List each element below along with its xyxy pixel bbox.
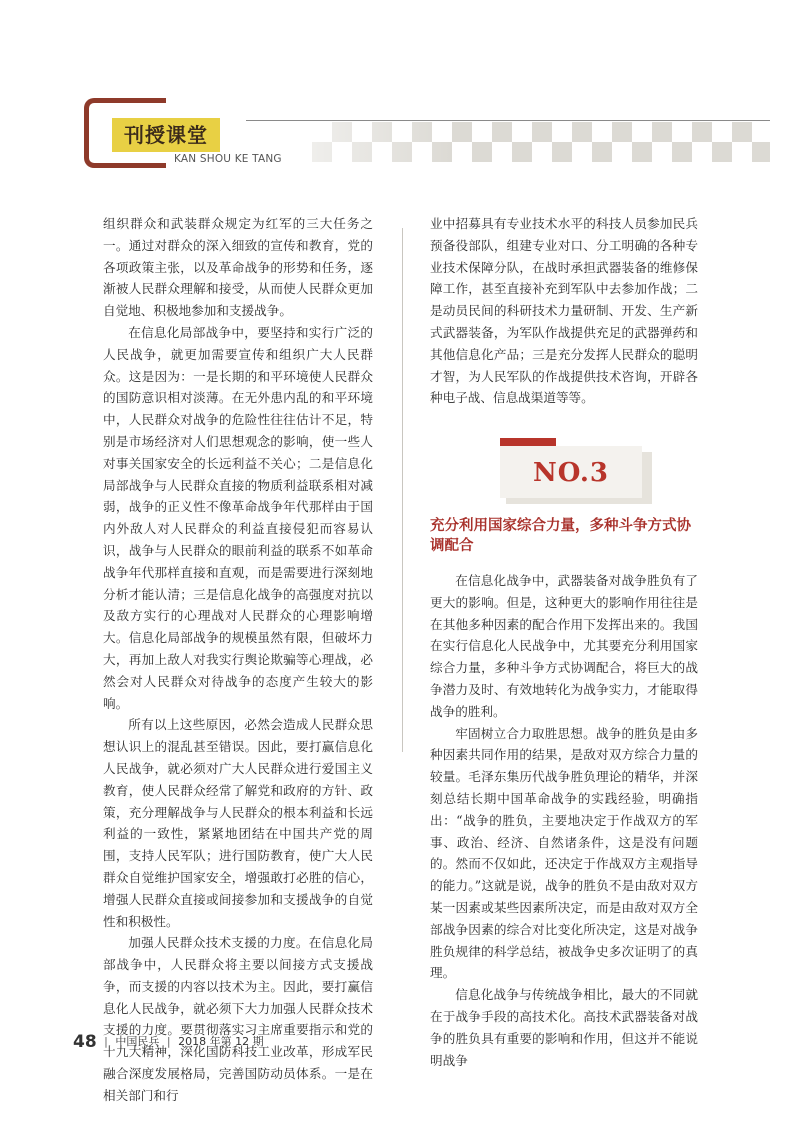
header-rule	[246, 120, 770, 121]
paragraph: 加强人民群众技术支援的力度。在信息化局部战争中，人民群众将主要以间接方式支援战争，而支援的内容以技术为主。因此，要打赢信息化人民战争，就必须下大力加强人民群众技术支援的力度。要贯彻落实习主席重要指示和党的十九大精神，深化国防科技工业改革，形成军民融合深度发展格局，完善国防动员体系。一是在相关部门和行	[103, 935, 373, 1103]
section-title: 充分利用国家综合力量，多种斗争方式协调配合	[430, 518, 691, 554]
column-subtitle: KAN SHOU KE TANG	[174, 153, 282, 165]
issue-label: 2018 年第 12 期	[178, 1035, 264, 1048]
paragraph: 在信息化战争中，武器装备对战争胜负有了更大的影响。但是，这种更大的影响作用往往是在其他多种因素的配合作用下发挥出来的。我国在实行信息化人民战争中，尤其要充分利用国家综合力量，多种斗争方式协调配合，将巨大的战争潜力及时、有效地转化为战争实力，才能取得战争的胜利。	[430, 573, 698, 719]
magazine-name: 中国民兵	[115, 1035, 160, 1048]
section-number-badge	[500, 438, 646, 500]
paragraph: 在信息化局部战争中，要坚持和实行广泛的人民战争，就更加需要宣传和组织广大人民群众。这是因为：一是长期的和平环境使人民群众的国防意识相对淡薄。在无外患内乱的和平环境中，人民群众对战争的危险性往往估计不足，特别是市场经济对人们思想观念的影响，使一些人对事关国家安全的长远利益不关心；二是信息化局部战争与人民群众直接的物质利益联系相对减弱，战争的正义性不像革命战争年代那样由于国内外敌人对人民群众的利益直接侵犯而容易认识，战争与人民群众的眼前利益的联系不如革命战争年代那样直接和直观，而是需要进行深刻地分析才能认清；三是信息化战争的高强度对抗以及敌方实行的心理战对人民群众的心理影响增大。信息化局部战争的规模虽然有限，但破坏力大，再加上敌人对我实行舆论欺骗等心理战，必然会对人民群众对待战争的态度产生较大的影响。	[103, 324, 373, 711]
badge-accent-bar	[500, 438, 556, 446]
paragraph: 组织群众和武装群众规定为红军的三大任务之一。通过对群众的深入细致的宣传和教育，党的各项政策主张，以及革命战争的形势和任务，逐渐被人民群众理解和接受，从而使人民群众更加自觉地、积极地参加和支援战争。	[103, 216, 373, 319]
section-number: NO.3	[500, 446, 642, 498]
right-column-top	[430, 213, 698, 409]
paragraph: 信息化战争与传统战争相比，最大的不同就在于战争手段的高技术化。高技术武器装备对战争的胜负具有重要的影响和作用，但这并不能说明战争	[430, 987, 698, 1068]
header-pattern-fade	[312, 122, 452, 162]
column-title: 刊授课堂	[112, 118, 220, 152]
page-footer	[73, 1032, 264, 1052]
paragraph: 所有以上这些原因，必然会造成人民群众思想认识上的混乱甚至错误。因此，要打赢信息化人民战争，就必须对广大人民群众进行爱国主义教育，使人民群众经常了解党和政府的方针、政策，充分理解战争与人民群众的根本利益和长远利益的一致性，紧紧地团结在中国共产党的周围，支持人民军队；进行国防教育，使广大人民群众自觉维护国家安全，增强敢打必胜的信心，增强人民群众直接或间接参加和支援战争的自觉性和积极性。	[103, 717, 373, 929]
right-column-bottom	[430, 570, 698, 1071]
column-divider	[402, 228, 403, 752]
footer-separator: |	[166, 1035, 171, 1048]
paragraph: 业中招募具有专业技术水平的科技人员参加民兵预备役部队，组建专业对口、分工明确的各种专业技术保障分队，在战时承担武器装备的维修保障工作，甚至直接补充到军队中去参加作战；二是动员民间的科研技术力量研制、开发、生产新式武器装备，为军队作战提供充足的武器弹药和其他信息化产品；三是充分发挥人民群众的聪明才智，为人民军队的作战提供技术咨询，开辟各种电子战、信息战渠道等等。	[430, 216, 698, 406]
paragraph: 牢固树立合力取胜思想。战争的胜负是由多种因素共同作用的结果，是敌对双方综合力量的较量。毛泽东集历代战争胜负理论的精华，并深刻总结长期中国革命战争的实践经验，明确指出：“战争的胜负，主要地决定于作战双方的军事、政治、经济、自然诸条件，这是没有问题的。然而不仅如此，还决定于作战双方主观指导的能力。”这就是说，战争的胜负不是由敌对双方某一因素或某些因素所决定，而是由敌对双方全部战争因素的综合对比变化所决定，这是对战争胜负规律的科学总结，被战争史多次证明了的真理。	[430, 725, 698, 981]
footer-separator: |	[104, 1035, 108, 1048]
page-number: 48	[73, 1032, 97, 1052]
left-column	[103, 213, 373, 1107]
